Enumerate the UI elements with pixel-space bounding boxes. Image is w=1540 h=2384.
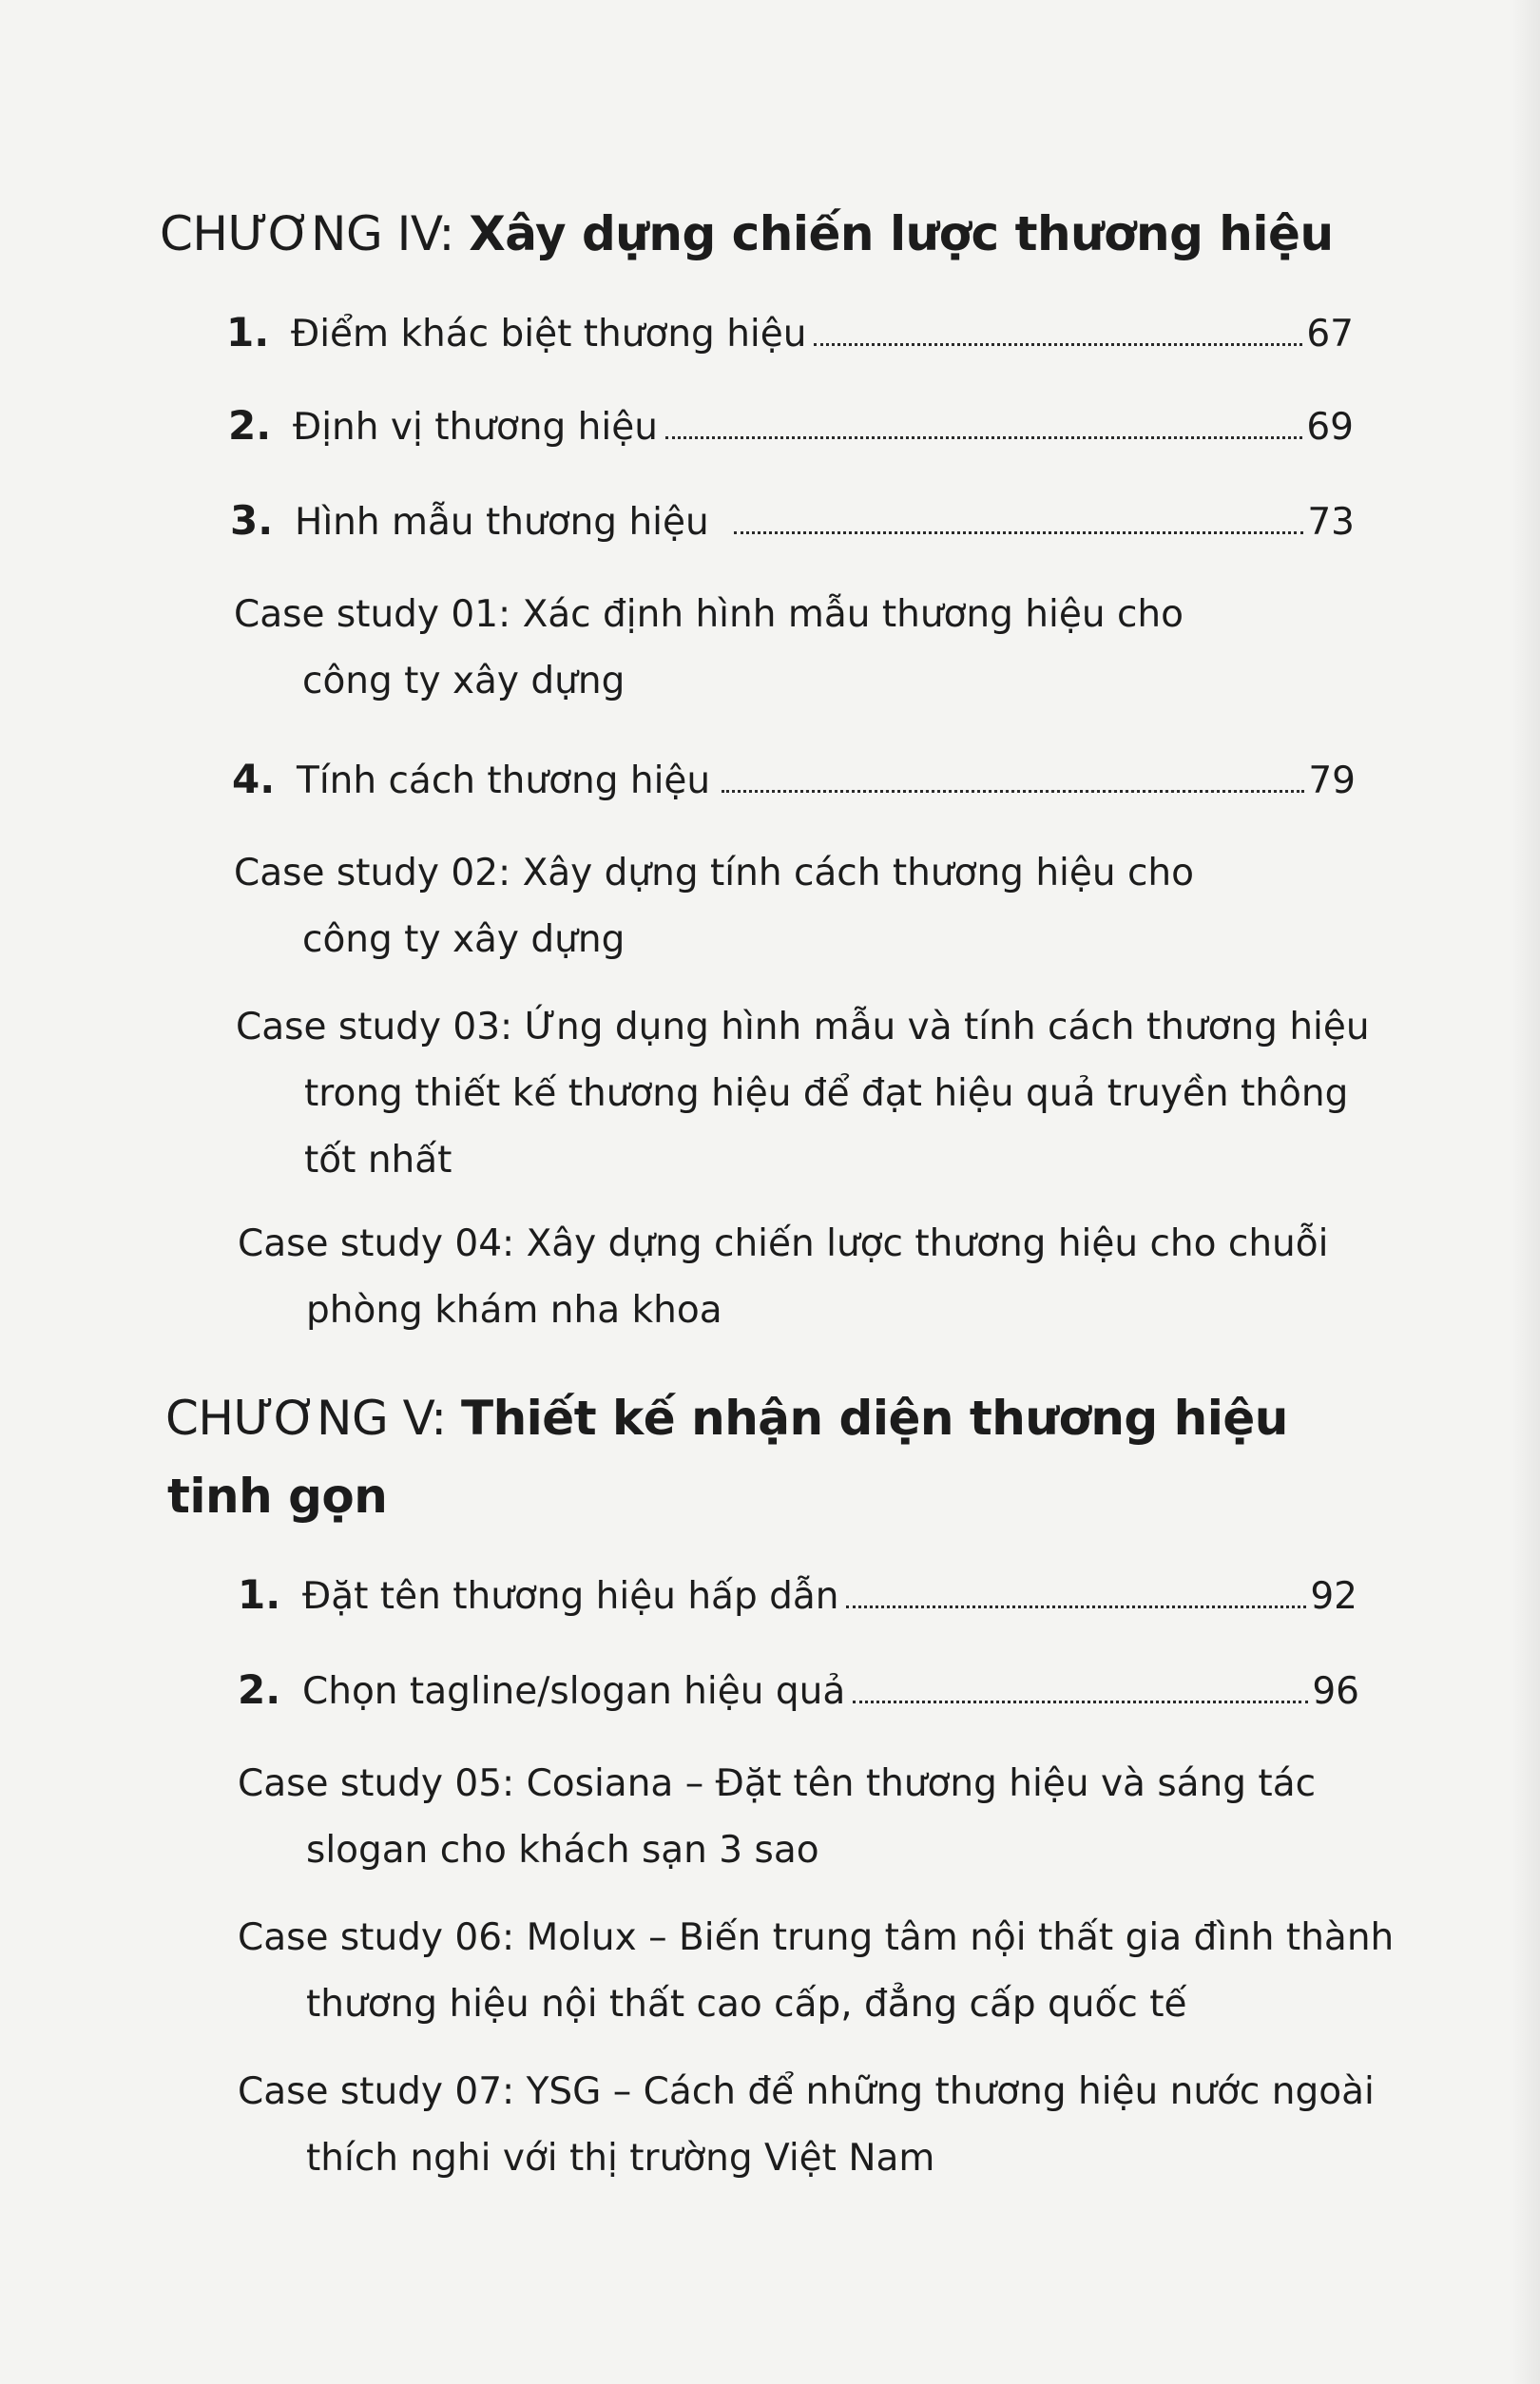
entry-number: 2. [238, 1666, 281, 1713]
dot-leader [722, 790, 1304, 793]
case-study-line: Case study 04: Xây dựng chiến lược thương hiệu cho chuỗi [238, 1222, 1329, 1265]
chapter-5-prefix: CHƯƠNG V: [165, 1391, 461, 1446]
case-study-02[interactable] [234, 840, 1194, 973]
dot-leader [814, 343, 1302, 346]
entry-page-number: 92 [1310, 1575, 1357, 1618]
entry-label: Chọn tagline/slogan hiệu quả [302, 1670, 846, 1713]
chapter-5-heading [165, 1378, 1288, 1458]
entry-label: Định vị thương hiệu [293, 406, 658, 449]
chapter-5-title: Thiết kế nhận diện thương hiệu [460, 1391, 1288, 1446]
case-study-line: công ty xây dựng [302, 918, 626, 961]
entry-label: Tính cách thương hiệu [297, 759, 711, 802]
case-study-01[interactable] [234, 582, 1184, 715]
case-study-03[interactable] [236, 994, 1370, 1194]
entry-page-number: 73 [1307, 501, 1355, 544]
case-study-line: Case study 03: Ứng dụng hình mẫu và tính cách thương hiệu [236, 1006, 1370, 1048]
dot-leader [734, 531, 1304, 534]
case-study-line: trong thiết kế thương hiệu để đạt hiệu quả truyền thông [304, 1072, 1349, 1115]
toc-entry-4-2[interactable] [228, 399, 1354, 452]
chapter-5-title-continued: tinh gọn [167, 1469, 388, 1524]
chapter-5-heading-line2 [167, 1456, 387, 1536]
chapter-4-heading [160, 194, 1334, 274]
case-study-line: phòng khám nha khoa [306, 1289, 722, 1332]
entry-page-number: 67 [1306, 313, 1354, 356]
case-study-line: thương hiệu nội thất cao cấp, đẳng cấp quốc tế [306, 1983, 1187, 2026]
case-study-07[interactable] [238, 2059, 1375, 2192]
case-study-06[interactable] [238, 1905, 1394, 2038]
toc-entry-5-2[interactable] [238, 1663, 1359, 1717]
case-study-line: slogan cho khách sạn 3 sao [306, 1829, 819, 1872]
dot-leader [846, 1605, 1306, 1608]
case-study-04[interactable] [238, 1211, 1328, 1344]
entry-number: 1. [226, 309, 270, 356]
toc-entry-5-1[interactable] [238, 1568, 1357, 1622]
entry-number: 4. [232, 756, 276, 802]
entry-page-number: 96 [1312, 1670, 1359, 1713]
case-study-line: Case study 06: Molux – Biến trung tâm nội thất gia đình thành [238, 1916, 1395, 1959]
entry-page-number: 69 [1306, 406, 1354, 449]
case-study-line: Case study 05: Cosiana – Đặt tên thương hiệu và sáng tác [238, 1762, 1317, 1805]
entry-label: Điểm khác biệt thương hiệu [291, 313, 807, 356]
entry-label: Hình mẫu thương hiệu [295, 501, 709, 544]
case-study-line: công ty xây dựng [302, 660, 626, 702]
chapter-4-title: Xây dựng chiến lược thương hiệu [469, 206, 1334, 261]
entry-number: 3. [230, 497, 274, 544]
chapter-4-prefix: CHƯƠNG IV: [160, 206, 470, 261]
case-study-line: Case study 01: Xác định hình mẫu thương hiệu cho [234, 593, 1184, 636]
case-study-line: Case study 02: Xây dựng tính cách thương hiệu cho [234, 852, 1195, 894]
toc-entry-4-4[interactable] [232, 753, 1356, 806]
page-edge-shadow [1511, 0, 1540, 2384]
dot-leader [853, 1701, 1308, 1703]
toc-entry-4-1[interactable] [226, 306, 1354, 359]
entry-label: Đặt tên thương hiệu hấp dẫn [302, 1575, 839, 1618]
entry-number: 2. [228, 402, 272, 449]
case-study-line: Case study 07: YSG – Cách để những thương hiệu nước ngoài [238, 2070, 1375, 2113]
entry-number: 1. [238, 1571, 281, 1618]
case-study-line: thích nghi với thị trường Việt Nam [306, 2137, 935, 2180]
toc-entry-4-3[interactable] [230, 494, 1355, 548]
case-study-line: tốt nhất [304, 1139, 452, 1182]
entry-page-number: 79 [1308, 759, 1356, 802]
case-study-05[interactable] [238, 1751, 1316, 1884]
dot-leader [665, 436, 1302, 439]
